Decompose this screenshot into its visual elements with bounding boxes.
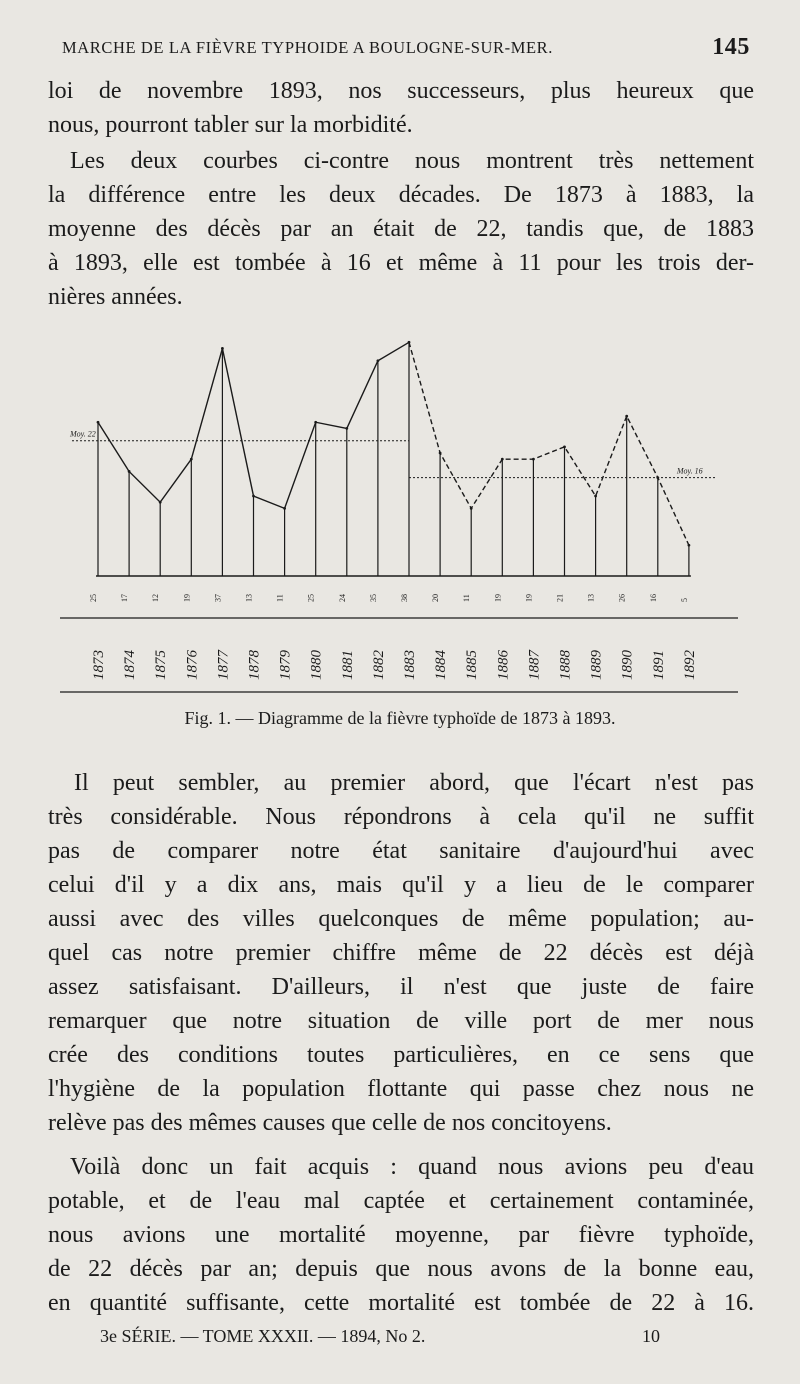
text-line: Voilà donc un fait acquis : quand nous avions peu d'eau <box>70 1154 754 1180</box>
value-label-1885: 11 <box>462 594 472 602</box>
year-label-1879: 1879 <box>277 650 294 680</box>
typhoid-diagram <box>60 322 740 714</box>
value-label-1890: 26 <box>617 594 627 602</box>
text-line: crée des conditions toutes particulières, en ce sens que <box>48 1042 754 1068</box>
value-label-1891: 16 <box>648 594 658 602</box>
data-point-1892 <box>688 544 691 547</box>
data-point-1884 <box>439 452 442 455</box>
year-label-1891: 1891 <box>650 650 667 680</box>
year-label-1888: 1888 <box>557 650 574 680</box>
data-point-1883 <box>408 341 411 344</box>
value-label-1884: 20 <box>431 594 441 602</box>
year-label-1892: 1892 <box>681 650 698 680</box>
data-point-1874 <box>128 470 131 473</box>
text-line: aussi avec des villes quelconques de même population; au- <box>48 906 754 932</box>
data-point-1886 <box>501 458 504 461</box>
value-label-1878: 13 <box>244 594 254 602</box>
page-number: 145 <box>712 34 750 60</box>
data-point-1881 <box>345 427 348 430</box>
chart-svg <box>60 322 740 714</box>
text-line: très considérable. Nous répondrons à cela qu'il ne suffit <box>48 804 754 830</box>
average-label-1: Moy. 22 <box>70 429 96 439</box>
data-point-1879 <box>283 507 286 510</box>
text-line: Il peut sembler, au premier abord, que l'écart n'est pas <box>74 770 754 796</box>
data-point-1888 <box>563 445 566 448</box>
paragraph-1 <box>48 74 754 142</box>
text-line: nous, pourront tabler sur la morbidité. <box>48 112 413 138</box>
year-label-1875: 1875 <box>153 650 170 680</box>
data-point-1887 <box>532 458 535 461</box>
value-label-1887: 19 <box>524 594 534 602</box>
value-label-1882: 35 <box>368 594 378 602</box>
text-line: en quantité suffisante, cette mortalité est tombée de 22 à 16. <box>48 1290 754 1316</box>
data-point-1875 <box>159 501 162 504</box>
series-line-1873-1883 <box>98 342 409 508</box>
value-label-1888: 21 <box>555 594 565 602</box>
publication-info: 3e SÉRIE. — TOME XXXII. — 1894, No 2. <box>100 1326 426 1346</box>
year-label-1878: 1878 <box>246 650 263 680</box>
text-line: Les deux courbes ci-contre nous montrent très nettement <box>70 148 754 174</box>
text-line: relève pas des mêmes causes que celle de nos concitoyens. <box>48 1110 612 1136</box>
average-label-2: Moy. 16 <box>676 466 703 476</box>
value-label-1879: 11 <box>275 594 285 602</box>
value-label-1880: 25 <box>306 594 316 602</box>
paragraph-3 <box>48 766 754 1140</box>
value-label-1889: 13 <box>586 594 596 602</box>
data-point-1878 <box>252 495 255 498</box>
text-line: l'hygiène de la population flottante qui passe chez nous ne <box>48 1076 754 1102</box>
year-label-1889: 1889 <box>588 650 605 680</box>
value-label-1892: 5 <box>679 598 689 602</box>
data-point-1880 <box>314 421 317 424</box>
text-line: quel cas notre premier chiffre même de 22 décès est déjà <box>48 940 754 966</box>
text-line: nières années. <box>48 284 183 310</box>
year-label-1883: 1883 <box>402 650 418 680</box>
value-label-1876: 19 <box>182 594 192 602</box>
value-label-1886: 19 <box>493 594 503 602</box>
data-point-1891 <box>656 476 659 479</box>
figure-caption: Fig. 1. — Diagramme de la fièvre typhoïde de 1873 à 1893. <box>184 708 616 728</box>
text-line: celui d'il y a dix ans, mais qu'il y a lieu de le comparer <box>48 872 754 898</box>
paragraph-4 <box>48 1150 754 1320</box>
value-label-1874: 17 <box>120 594 130 602</box>
sheet-number: 10 <box>642 1326 660 1346</box>
text-line: assez satisfaisant. D'ailleurs, il n'est que juste de faire <box>48 974 754 1000</box>
running-title: MARCHE DE LA FIÈVRE TYPHOIDE A BOULOGNE-SUR-MER. <box>62 38 553 57</box>
text-line: de 22 décès par an; depuis que nous avons de la bonne eau, <box>48 1256 754 1282</box>
text-line: potable, et de l'eau mal captée et certainement contaminée, <box>48 1188 754 1214</box>
text-line: moyenne des décès par an était de 22, tandis que, de 1883 <box>48 216 754 242</box>
data-point-1885 <box>470 507 473 510</box>
value-label-1881: 24 <box>337 594 347 602</box>
year-label-1877: 1877 <box>215 650 232 680</box>
text-line: la différence entre les deux décades. De 1873 à 1883, la <box>48 182 754 208</box>
year-label-1882: 1882 <box>370 650 387 680</box>
data-point-1882 <box>377 359 380 362</box>
data-point-1876 <box>190 458 193 461</box>
running-header <box>48 34 754 64</box>
year-label-1881: 1881 <box>339 650 356 680</box>
text-line: remarquer que notre situation de ville port de mer nous <box>48 1008 754 1034</box>
data-point-1877 <box>221 347 224 350</box>
data-point-1889 <box>594 495 597 498</box>
year-label-1886: 1886 <box>495 650 512 680</box>
text-line: à 1893, elle est tombée à 16 et même à 11 pour les trois der- <box>48 250 754 276</box>
value-label-1875: 12 <box>151 594 161 602</box>
year-label-1884: 1884 <box>433 650 450 680</box>
value-label-1873: 25 <box>89 594 98 602</box>
year-label-1885: 1885 <box>464 650 481 680</box>
year-label-1890: 1890 <box>619 650 636 680</box>
text-line: nous avions une mortalité moyenne, par fièvre typhoïde, <box>48 1222 754 1248</box>
year-label-1887: 1887 <box>526 650 543 680</box>
data-point-1873 <box>97 421 100 424</box>
year-label-1873: 1873 <box>91 650 107 680</box>
value-label-1883: 38 <box>400 594 409 602</box>
text-line: pas de comparer notre état sanitaire d'aujourd'hui avec <box>48 838 754 864</box>
paragraph-2 <box>48 144 754 314</box>
series-line-1883-1892 <box>409 342 689 545</box>
text-line: loi de novembre 1893, nos successeurs, plus heureux que <box>48 78 754 104</box>
data-point-1890 <box>625 415 628 418</box>
year-label-1876: 1876 <box>184 650 201 680</box>
value-label-1877: 37 <box>213 594 223 602</box>
year-label-1874: 1874 <box>122 650 139 680</box>
year-label-1880: 1880 <box>308 650 325 680</box>
